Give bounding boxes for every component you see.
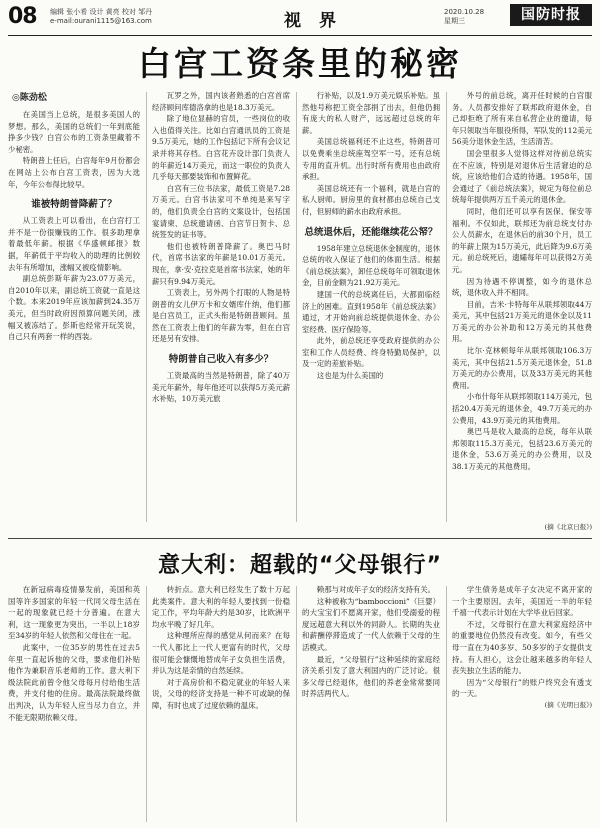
paragraph: 在美国当上总统，是很多美国人的梦想。那么，美国的总统们一年到底能挣多少钱？白宫公布的工资条里藏着不少秘密。 <box>8 110 140 154</box>
article2-column-4 <box>452 584 592 822</box>
section-title: 视 界 <box>284 11 342 31</box>
paragraph: 同时，他们还可以享有医保、保安等福利。不仅如此，联邦还为前总统支付办公人员薪水，在退休后的前30个月，员工的年薪上限为15万美元，此后降为9.6万美元。前总统死后，遗孀每年可以获得2万美元。 <box>452 206 592 274</box>
paragraph: 行补贴，以及1.9万美元娱乐补贴。虽然他号称把工资全部捐了出去，但他仍拥有庞大的私人财产，远远超过总统的年薪。 <box>302 91 440 135</box>
article1-credit: (摘《北京日报》) <box>544 523 592 531</box>
issue-date <box>444 8 484 26</box>
page-number: 08 <box>8 4 37 29</box>
paragraph: 工资最高的当然是特朗普，除了40万美元年薪外，每年他还可以获得5万美元薪水补贴，10万美元旅 <box>152 371 290 404</box>
paragraph: 建国一代的总统离任后，大都面临经济上的困难。直到1958年《前总统法案》通过，才开始向前总统提供退休金、办公室经费、医疗保险等。 <box>302 289 440 334</box>
article2-credit: (摘《光明日报》) <box>544 700 592 709</box>
paragraph: 特朗普上任后，白宫每年9月份都会在网站上公布白宫工资表，因为大选年，今年公布得比较早。 <box>8 156 140 189</box>
editor-line: 编辑 张小希 设计 黄亮 校对 邹丹 <box>50 8 153 16</box>
article1-author: ◎陈劲松 <box>12 93 47 103</box>
article1-column-1 <box>8 90 140 520</box>
paragraph: 最近，“父母银行”这种延续的家庭经济关系引发了意大利国内的广泛讨论。很多父母已经退休，他们的养老金常常要同时养活两代人。 <box>302 654 440 699</box>
paragraph: 工资表上，另外两个打眼的人物是特朗普的女儿伊万卡和女婿库什纳，他们都是白宫员工，正式头衔是特朗普顾问。虽然在工资表上他们的年薪为零，但在白宫还是另有安排。 <box>152 288 290 344</box>
paragraph: 美国总统还有一个福利，就是白宫的私人厨师。厨房里的食材都由总统自己支付，但厨师的薪水由政府承担。 <box>302 183 440 216</box>
paragraph: 白宫有三位书法家，最低工资是7.28万美元。白宫书法家可不单纯是来写字的，他们负责全白宫的文案设计，包括国宴请柬、总统邀请函、白宫节日贺卡、总统签发的证书等。 <box>152 183 290 240</box>
paragraph: 美国总统福利还不止这些，特朗普可以免费乘坐总统座驾空军一号，还有总统专用的直升机。出行时所有费用也由政府承担。 <box>302 137 440 182</box>
paragraph: 从工资表上可以看出，在白宫打工并不是一份很赚钱的工作。很多助理拿着最低年薪。根据《华盛顿邮报》数据，年薪低于平均收入的助理的比例较去年有所增加，涨幅又被疫情影响。 <box>8 216 140 272</box>
paragraph: 副总统彭斯年薪为23.07万美元，自2010年以来，副总统工资就一直是这个数。本来2019年应该加薪到24.35万美元，但当时政府因预算问题关闭，涨幅又被冻结了。彭斯也经常开玩笑说，自己只有两套一样的西装。 <box>8 274 140 342</box>
article2-column-1 <box>8 584 140 822</box>
paragraph: 外号的前总统，离开任时候的白宫服务。人员都安排好了联邦政府退休金，自己却拒绝了所有来自私营企业的邀请，每年只领取当年服役所得，军队发的112美元56美分退休金生活，生活清苦。 <box>452 91 592 147</box>
paragraph: 国会里很多人觉得这样对待前总统实在不应该，特别是对退休后生活窘迫的总统，应该给他们合适的待遇。1958年，国会通过了《前总统法案》，规定为每位前总统每年提供两万五千美元的退休金。 <box>452 148 592 205</box>
header-rule <box>8 35 592 36</box>
column-divider <box>146 92 147 522</box>
column-divider <box>446 586 447 822</box>
paragraph: 不过，父母银行在意大利家庭经济中的重要地位仍然没有改变。如今，有些父母一直在为40多岁、50多岁的子女提供支持。有人担心，这会让越来越多的年轻人丧失独立生活的能力。 <box>452 619 592 676</box>
article2-column-3 <box>302 584 440 822</box>
subheading: 总统退休后，还能继续花公帑？ <box>304 226 438 238</box>
paragraph: 小布什每年从联邦领取114万美元，包括20.4万美元的退休金，49.7万美元的办公费用，43.9万美元的其他费用。 <box>452 392 592 425</box>
paragraph: 奥巴马是收入最高的总统，每年从联邦领取115.3万美元，包括23.6万美元的退休金，53.6万美元的办公费用，以及38.1万美元的其他费用。 <box>452 427 592 471</box>
subheading: 谁被特朗普降薪了？ <box>31 199 117 211</box>
paragraph: 转折点。意大利已经发生了数十万起此类案件。意大利的年轻人要找到一份稳定工作，平均年龄大约是30岁，比欧洲平均水平晚了好几年。 <box>152 585 290 629</box>
column-divider <box>446 92 447 522</box>
article2-column-2 <box>152 584 290 822</box>
paragraph: 目前，吉米·卡特每年从联邦领取44万美元，其中包括21万美元的退休金以及11万美元的办公补助和12万美元的其他费用。 <box>452 299 592 344</box>
article1-credit-box <box>452 522 592 534</box>
paragraph: 因为“父母银行”的账户终究会有透支的一天。 <box>452 677 592 699</box>
paragraph: 这也是为什么美国的 <box>316 371 384 381</box>
paragraph: 除了地位显赫的官员，一些岗位的收入也值得关注。比如白宫通讯员的工资是9.5万美元，她的工作包括记下所有会议记录并将其存档。白宫花卉设计部门负责人的年薪近14万美元，而这一职位的负责人几乎每天都要装饰和布置鲜花。 <box>152 114 290 182</box>
paragraph: 比尔·克林顿每年从联邦领取106.3万美元，其中包括21.5万美元退休金，51.8万美元的办公费用，以及33万美元的其他费用。 <box>452 346 592 390</box>
paragraph: 这种理所应得的感觉从何而来？在每一代人都比上一代人更富有的时代，父母很可能会慷慨地替成年子女负担生活费，并认为这是亲情的自然延续。 <box>152 631 290 676</box>
column-divider <box>146 586 147 822</box>
paragraph: 因为待遇不停调整，如今的退休总统，退休收入并不相同。 <box>452 276 592 298</box>
article-separator <box>8 538 592 539</box>
subheading: 特朗普自己收入有多少？ <box>168 354 274 366</box>
paragraph: 瓦罗之外，国内该者熟悉的白宫首席经济顾问库德洛拿的也是18.3万美元。 <box>152 91 290 112</box>
paragraph: 1958年建立总统退休金制度的，退休总统的收入保证了他们的体面生活。根据《前总统法案》，卸任总统每年可领取退休金，目前金额为21.92万美元。 <box>302 243 440 288</box>
page-header <box>8 4 592 30</box>
paragraph: 学生债务是成年子女决定不离开家的一个主要原因。去年，美国近一半的年轻千禧一代表示计划在大学毕业后回家。 <box>452 585 592 618</box>
article1-title: 白宫工资条里的秘密 <box>138 44 462 83</box>
weekday-text: 星期三 <box>444 17 465 25</box>
editor-credits <box>50 8 152 26</box>
article1-column-4 <box>452 90 592 520</box>
column-divider <box>296 586 297 822</box>
paragraph: 对于高房价和不稳定就业的年轻人来说，父母的经济支持是一种不可或缺的保障，有时也成了过度依赖的温床。 <box>152 677 290 710</box>
article1-column-2 <box>152 90 290 520</box>
paragraph: 在新冠病毒疫情暴发前，美国和英国等许多国家的年轻一代同父母生活在一起的现象就已经十分普遍。在意大利，这一现象更为突出，一半以上18岁至34岁的年轻人依然和父母住在一起。 <box>8 585 140 641</box>
editor-email: e-mail:ourani1115@163.com <box>50 17 152 25</box>
date-text: 2020.10.28 <box>444 8 485 16</box>
paragraph: 此案中，一位35岁的男性在过去5年里一直起诉他的父母，要求他们补贴他作为兼职音乐老师的工作。意大利下级法院此前曾令他父母每月付给他生活费，并支付他的住房。最高法院最终做出判决，认为年轻人应当尽力自立，并不能无限期依赖父母。 <box>8 642 140 722</box>
article1-column-3 <box>302 90 440 520</box>
article2-title: 意大利：超载的“父母银行” <box>158 553 442 578</box>
masthead-logo: 国防时报 <box>510 4 592 26</box>
paragraph: 他们也被特朗普降薪了。奥巴马时代，首席书法家的年薪是10.01万美元。现在，拿·安·克拉克是首席书法家，她的年薪只有9.94万美元。 <box>152 241 290 286</box>
paragraph: 这种被称为“bamboccioni”（巨婴）的大宝宝们不愿离开家，他们受溺爱的程度远超意大利以外的同龄人。长期的失业和薪酬停滞造成了一代人依赖于父母的生活模式。 <box>302 596 440 652</box>
paragraph: 此外，前总统还享受政府提供的办公室和工作人员经费、终身特勤局保护，以及一定的差旅补贴。 <box>302 336 440 369</box>
column-divider <box>296 92 297 522</box>
paragraph: 赖那与对成年子女的经济支持有关。 <box>316 585 436 594</box>
